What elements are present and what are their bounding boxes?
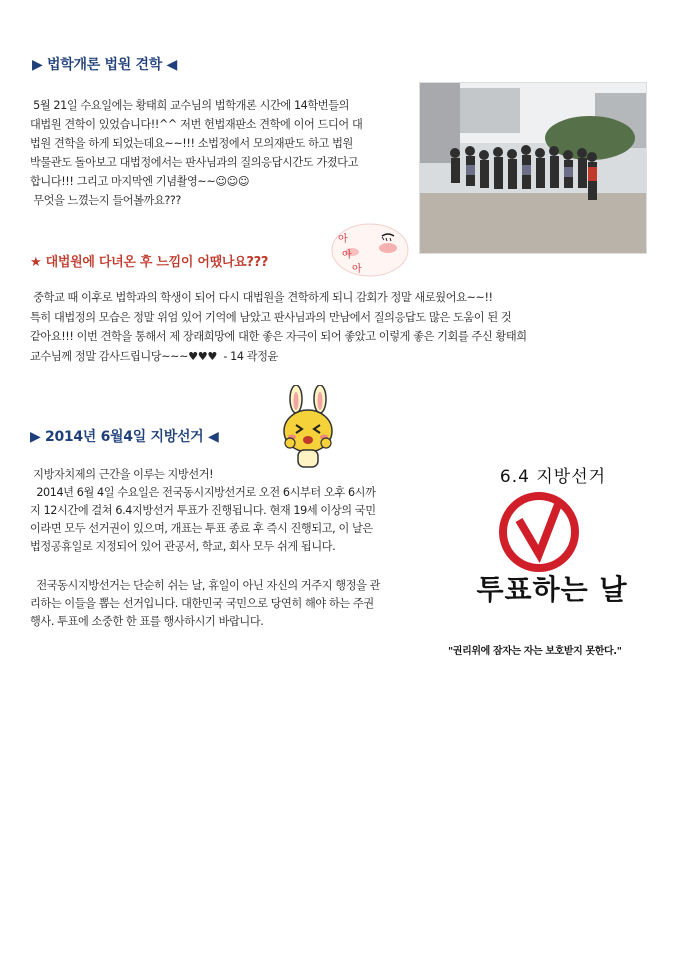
sticker-text-1: 아 bbox=[338, 234, 348, 245]
answer-paragraph: 중학교 때 이후로 법학과의 학생이 되어 다시 대법원을 견학하게 되니 감회가 정말 새로웠어요~~!! 특히 대법정의 모습은 정말 위엄 있어 기억에 남았고 판사님과의 만남에서 질의응답도 많은 도움이 된 것 같아요!!! 이번 견학을 통해서 제 장래희망에 대한 좋은 자극이 되어 좋았고 이렇게 좋은 기회를 주신 황태희 교수님께 정말 감사드립니당~~~♥♥♥ - 14 곽정윤 bbox=[30, 291, 527, 363]
sign-quote: "권리위에 잠자는 자는 보호받지 못한다." bbox=[448, 646, 622, 657]
vote-stamp-icon bbox=[497, 490, 581, 574]
section1-heading: ▶ 법학개론 법원 견학 ◀ bbox=[32, 57, 178, 73]
question-heading: ★ 대법원에 다녀온 후 느낌이 어땠나요??? bbox=[30, 255, 269, 270]
section2-paragraph-2: 전국동시지방선거는 단순히 쉬는 날, 휴일이 아닌 자신의 거주지 행정을 관 리하는 이들을 뽑는 선거입니다. 대한민국 국민으로 당연히 해야 하는 주권 행사. 투표에 소중한 한 표를 행사하시기 바랍니다. bbox=[30, 579, 381, 628]
section2-paragraph-1: 지방자치제의 근간을 이루는 지방선거! 2014년 6월 4일 수요일은 전국동시지방선거로 오전 6시부터 오후 6시까 지 12시간에 걸쳐 6.4지방선거 투표가 진행됩니다. 현재 19세 이상의 국민 이라면 모두 선거권이 있으며, 개표는 투표 종료 후 즉시 진행되고, 이 날은 법정공휴일로 지정되어 있어 관공서, 학교, 회사 모두 쉬게 됩니다. bbox=[30, 468, 376, 553]
section1-paragraph: 5월 21일 수요일에는 황태희 교수님의 법학개론 시간에 14학번들의 대법원 견학이 있었습니다!!^^ 저번 헌법재판소 견학에 이어 드디어 대 법원 견학을 하게 되었는데요~~!!! 소법정에서 모의재판도 하고 법원 박물관도 돌아보고 대법정에서는 판사님과의 질의응답시간도 가졌다고 합니다!!! 그리고 마지막엔 기념촬영~~☺☺☺ 무엇을 느꼈는지 들어볼까요??? bbox=[30, 99, 363, 207]
sticker-text-2: 아 bbox=[342, 250, 352, 261]
section2-heading: ▶ 2014년 6월4일 지방선거 ◀ bbox=[30, 429, 219, 445]
sticker-text-3: 아 bbox=[352, 264, 362, 275]
sign-big-text: 투표하는 날 bbox=[476, 573, 628, 606]
blushing-face-sticker-icon bbox=[330, 222, 410, 278]
sign-title: 6.4 지방선거 bbox=[499, 467, 607, 487]
group-photo bbox=[419, 82, 647, 254]
bunny-character-icon bbox=[276, 385, 340, 471]
